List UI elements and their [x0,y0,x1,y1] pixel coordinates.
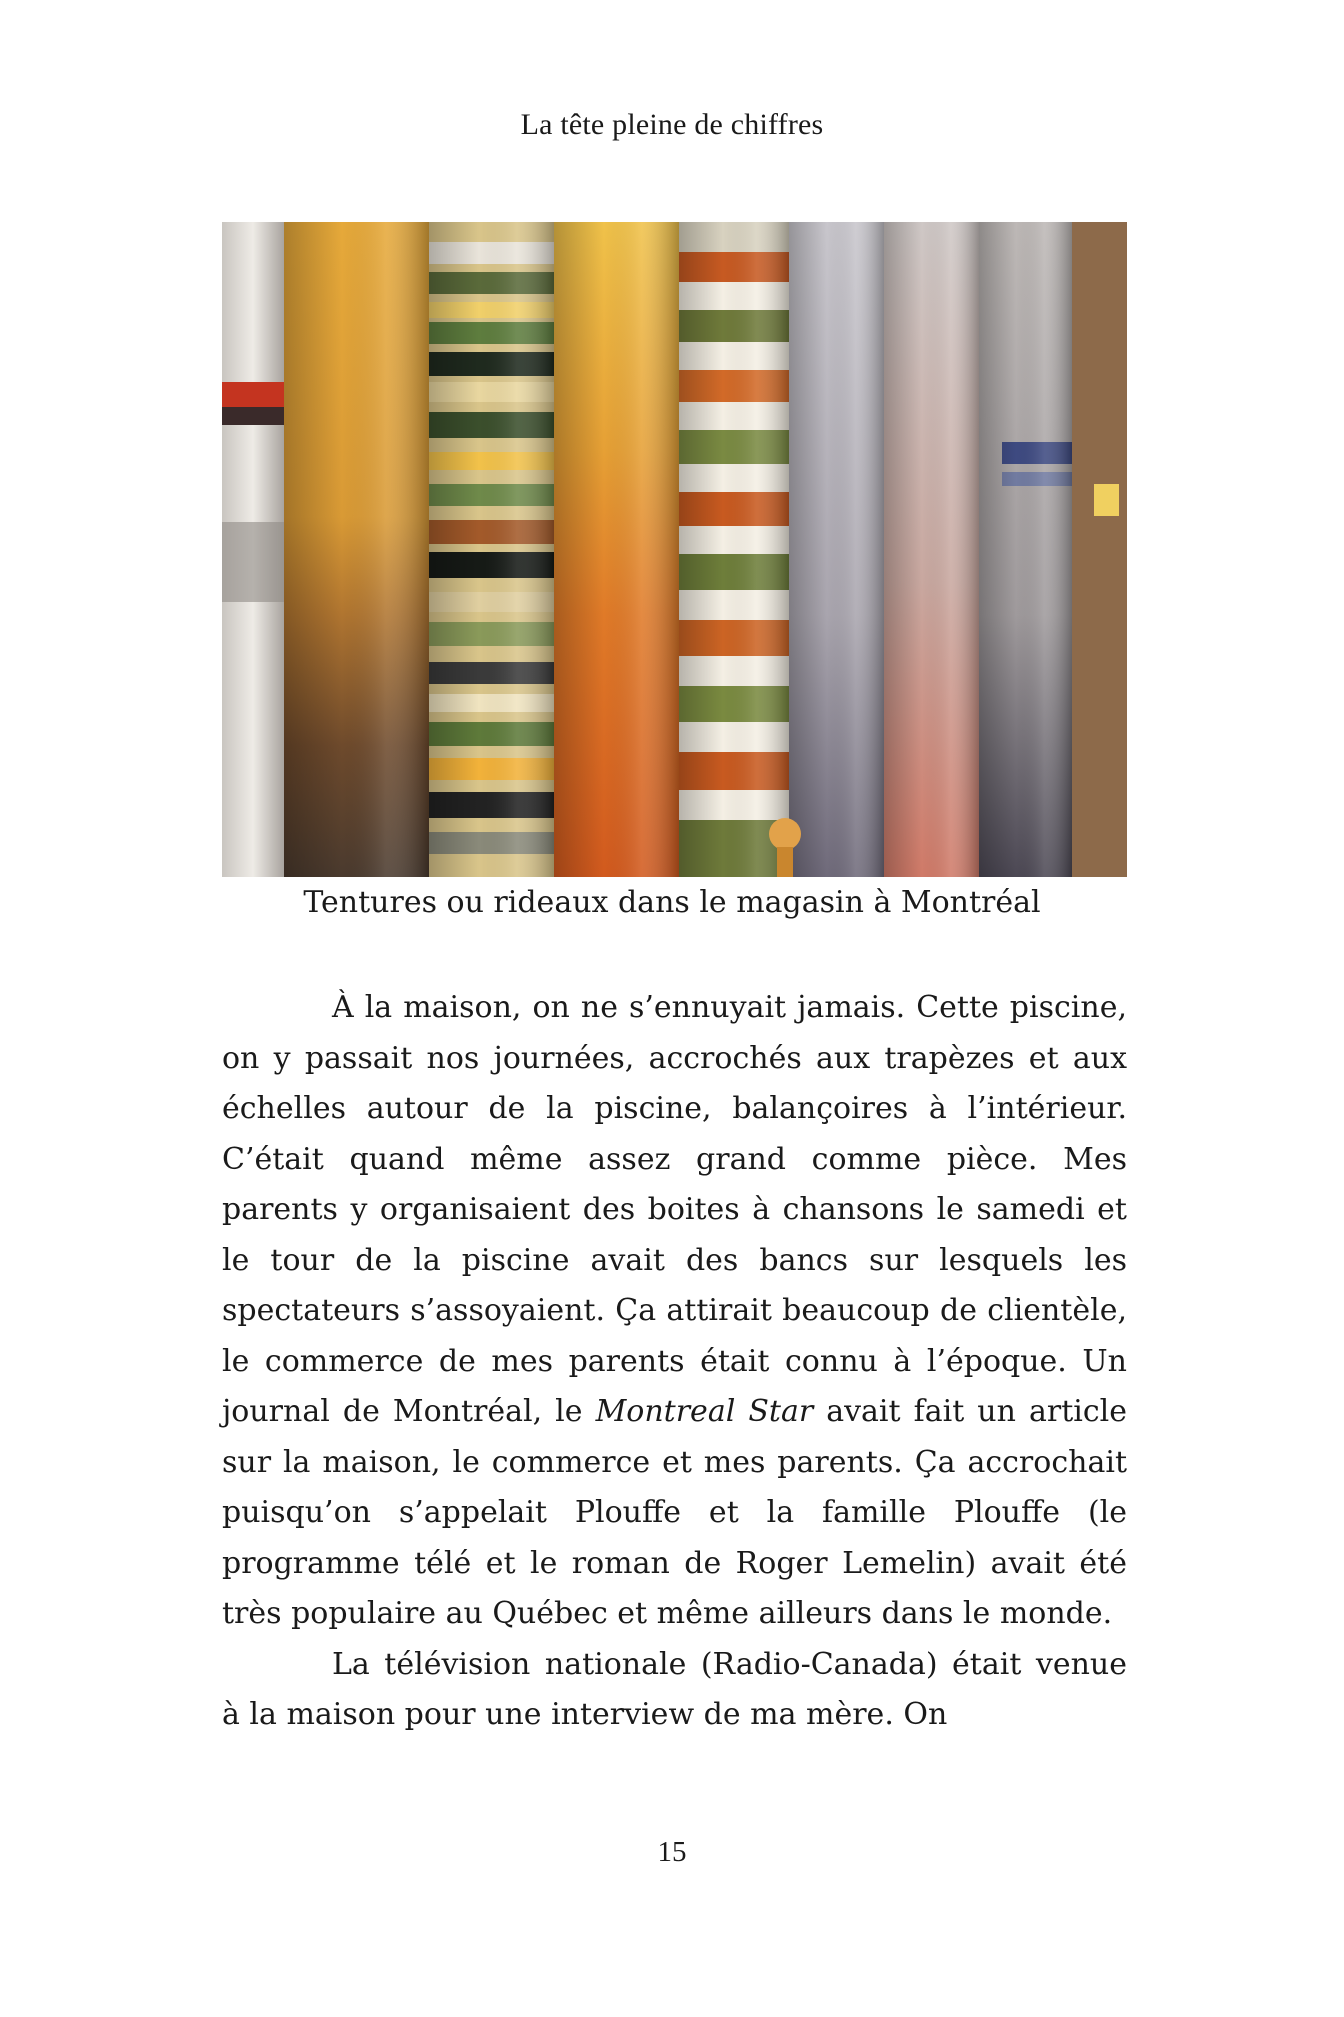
paragraph-1 [222,983,1127,1640]
running-title: La tête pleine de chiffres [520,108,824,141]
figure-caption: Tentures ou rideaux dans le magasin à Montréal [303,885,1041,920]
paragraph-1-text-b: avait fait un article sur la maison, le commerce et mes parents. Ça accrochait puisqu’on s’appelait Plouffe et la famille Plouffe (le programme télé et le roman de Roger Lemelin) avait été très populaire au Québec et même ailleurs dans le monde. [222,1394,1128,1631]
paragraph-2: La télévision nationale (Radio-Canada) était venue à la maison pour une interview de ma mère. On [222,1646,1127,1732]
paragraph-1-text-a: À la maison, on ne s’ennuyait jamais. Cette piscine, on y passait nos journées, accrochés aux trapèzes et aux échelles autour de la piscine, balançoires à l’intérieur. C’était quand même assez grand comme pièce. Mes parents y organisaient des boites à chansons le samedi et le tour de la piscine avait des bancs sur lesquels les spectateurs s’assoyaient. Ça attirait beaucoup de clientèle, le commerce de mes parents était connu à l’époque. Un journal de Montréal, le [222,990,1127,1429]
curtains-photo [222,222,1127,877]
page-number: 15 [657,1836,687,1868]
newspaper-title: Montreal Star [595,1394,814,1429]
body-text [222,983,1127,1741]
curtains-photo-image [222,222,1127,877]
